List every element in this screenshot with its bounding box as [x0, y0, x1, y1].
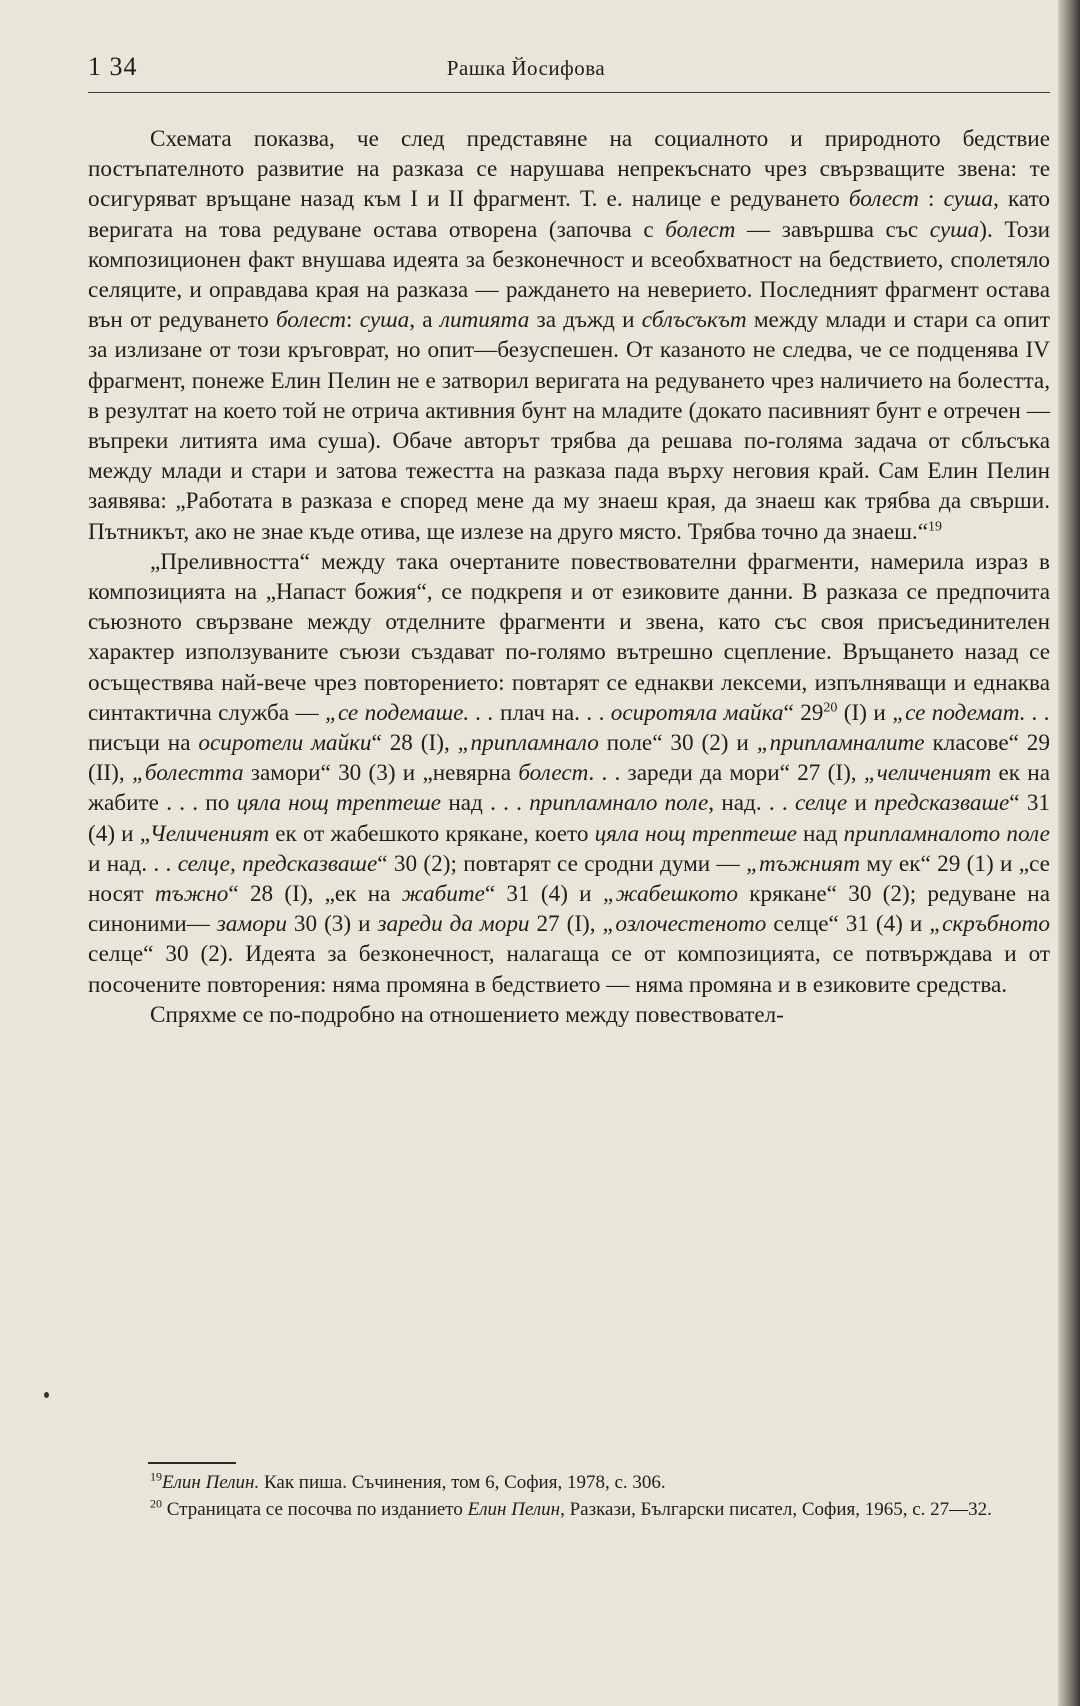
text-span: Страницата се посочва по изданието: [162, 1498, 468, 1520]
text-span: , Разкази, Български писател, София, 1965, с. 27—32.: [560, 1498, 992, 1520]
italic-span: болест: [518, 760, 589, 787]
paragraph: [88, 547, 1050, 1000]
italic-span: замори: [216, 911, 287, 938]
italic-span: болест: [275, 307, 347, 334]
italic-span: припламнало поле: [529, 790, 709, 817]
text-span: селце“ 31 (4) и: [766, 911, 930, 938]
text-span: ек на жабите . . . по: [88, 760, 1050, 817]
running-head: Рашка Йосифова: [446, 56, 606, 80]
italic-span: тъжно: [154, 881, 229, 908]
page-edge-shadow: [1058, 0, 1080, 1706]
text-span: (I) и: [837, 699, 893, 726]
text-span: :: [346, 307, 360, 334]
italic-span: „се подемаше. . .: [325, 699, 494, 726]
italic-span: суша: [359, 307, 410, 334]
text-span: “ 30 (2); повтарят се сродни думи —: [377, 850, 747, 877]
italic-span: „болестта: [131, 760, 244, 787]
text-span: и над. . .: [88, 850, 178, 877]
text-span: ек от жабешкото крякане, което: [269, 820, 595, 847]
text-span: класове“ 29 (II),: [88, 730, 1050, 787]
italic-span: цяла нощ трептеше: [594, 820, 797, 847]
text-span: — завършва със: [735, 216, 930, 243]
page-number: 1 34: [88, 52, 138, 81]
italic-span: осиротели майки: [198, 730, 372, 757]
note-reference: 19: [928, 518, 943, 534]
italic-span: болест: [665, 216, 736, 243]
italic-span: зареди да мори: [377, 911, 530, 938]
note-reference: 20: [150, 1496, 162, 1511]
text-span: над . . .: [441, 790, 530, 817]
text-span: Схемата показва, че след представяне на социалното и природното бедствие постъпателното развитие на разказа се нарушава непрекъснато чрез свързващите звена: те осигуряват връщане назад към I и II фрагмент. Т. е. налице е редуването: [88, 126, 1050, 213]
text-span: за дъжд и: [529, 307, 642, 334]
italic-span: Елин Пелин.: [162, 1472, 260, 1493]
footnote-rule: [148, 1462, 236, 1464]
italic-span: селце, предсказваше: [177, 850, 378, 877]
text-span: 27 (I),: [529, 911, 603, 938]
text-span: “ 31 (4) и: [484, 881, 603, 908]
text-span: , а: [409, 307, 440, 334]
text-span: крякане“ 30 (2); редуване на синоними—: [88, 881, 1050, 938]
page-header: [88, 52, 1050, 92]
paragraph: [88, 124, 1050, 547]
text-span: писъци на: [88, 730, 199, 757]
text-span: му ек“ 29 (1) и „се носят: [88, 850, 1050, 908]
footnote: [88, 1497, 1050, 1524]
italic-span: суша: [943, 186, 994, 213]
text-span: 30 (3) и: [286, 911, 378, 938]
text-span: :: [918, 186, 944, 213]
text-span: и: [847, 790, 875, 817]
text-span: селце“ 30 (2). Идеята за безконечност, налагаща се от композицията, се потвърждава и от посочените повторения: няма промяна в бедствието — няма промяна и в езиковите средства.: [88, 941, 1050, 998]
italic-span: предсказваше: [874, 790, 1010, 817]
footnotes: [88, 1470, 1050, 1523]
header-rule: [88, 92, 1050, 93]
text-span: поле“ 30 (2) и: [598, 730, 757, 757]
text-span: , като веригата на това редуване остава отворена (започва с: [88, 186, 1050, 243]
italic-span: „озлочестеното: [602, 911, 767, 938]
text-span: между млади и стари са опит за излизане от този кръговрат, но опит—безуспешен. От казаното не следва, че се подценява IV фрагмент, понеже Елин Пелин не е затворил веригата на редуването чрез наличието на болестта, в резултат на което той не отрича активния бунт на младите (докато пасивният бунт е отречен — въпреки литията има суша). Обаче авторът трябва да решава по-голяма задача от сблъсъка между млади и стари и затова тежестта на разказа пада върху неговия край. Сам Елин Пелин заявява: „Работата в разказа е според мене да му знаеш края, да знаеш как трябва да свърши. Пътникът, ако не знае къде отива, ще излезе на друго място. Трябва точно да знаеш.“: [88, 307, 1050, 545]
italic-span: „челичeният: [863, 760, 992, 787]
italic-span: „припламналите: [756, 730, 925, 757]
italic-span: „се подемат. . .: [892, 699, 1050, 726]
italic-span: припламналото поле: [843, 820, 1050, 847]
text-span: „Преливността“ между така очертаните повествователни фрагменти, намерила израз в композицията на „Напаст божия“, се подкрепя и от езиковите данни. В разказа се предпочита съюзното свързване между отделните фрагменти и звена, като със своя присъединителен характер използуваните съюзи създават по-голямо вътрешно сцепление. Връщането назад се осъществява най-вече чрез повторението: повтарят се еднакви лексеми, изпълняващи и еднаква синтактична служба —: [88, 548, 1050, 726]
italic-span: селце: [794, 790, 848, 817]
text-span: ). Този композиционен факт внушава идеята за безконечност и всеобхватност на бедствието, сполетяло селяците, и оправдава края на разказа — раждането на неверието. Последният фрагмент остава вън от редуването: [88, 216, 1050, 334]
text-span: Спряхме се по-подробно на отношението между повествовател-: [150, 1001, 784, 1028]
italic-span: „Челичeният: [139, 820, 270, 847]
text-span: “ 28 (I), „ек на: [228, 881, 402, 908]
note-reference: 20: [823, 700, 838, 716]
italic-span: „скръбното: [929, 911, 1050, 938]
italic-span: „припламнало: [457, 730, 599, 757]
text-span: над: [796, 820, 844, 847]
text-span: замори“ 30 (3) и „невярна: [243, 760, 519, 787]
body-text: [88, 124, 1050, 1030]
italic-span: сблъсъкът: [641, 307, 747, 334]
italic-span: суша: [929, 216, 980, 243]
text-span: “ 28 (I),: [371, 730, 458, 757]
text-span: плач на. . .: [493, 699, 611, 726]
italic-span: цяла нощ трептеше: [236, 790, 442, 817]
text-span: “ 31 (4) и: [88, 790, 1051, 847]
italic-span: „жабешкото: [602, 881, 738, 908]
italic-span: „тъжният: [746, 850, 860, 877]
note-reference: 19: [150, 1469, 162, 1484]
italic-span: Елин Пелин: [467, 1498, 561, 1520]
text-span: “ 29: [783, 699, 824, 726]
text-span: Как пиша. Съчинения, том 6, София, 1978, с. 306.: [259, 1472, 666, 1493]
italic-span: литията: [439, 307, 530, 334]
footnote: [88, 1470, 1050, 1497]
text-span: . . . зареди да мори“ 27 (I),: [588, 760, 864, 787]
print-speck: [44, 1392, 49, 1398]
italic-span: жабите: [401, 881, 485, 908]
italic-span: осиротяла майка: [610, 699, 784, 726]
text-span: , над. . .: [708, 790, 795, 817]
italic-span: болест: [848, 186, 919, 213]
paragraph: [88, 1000, 1050, 1030]
